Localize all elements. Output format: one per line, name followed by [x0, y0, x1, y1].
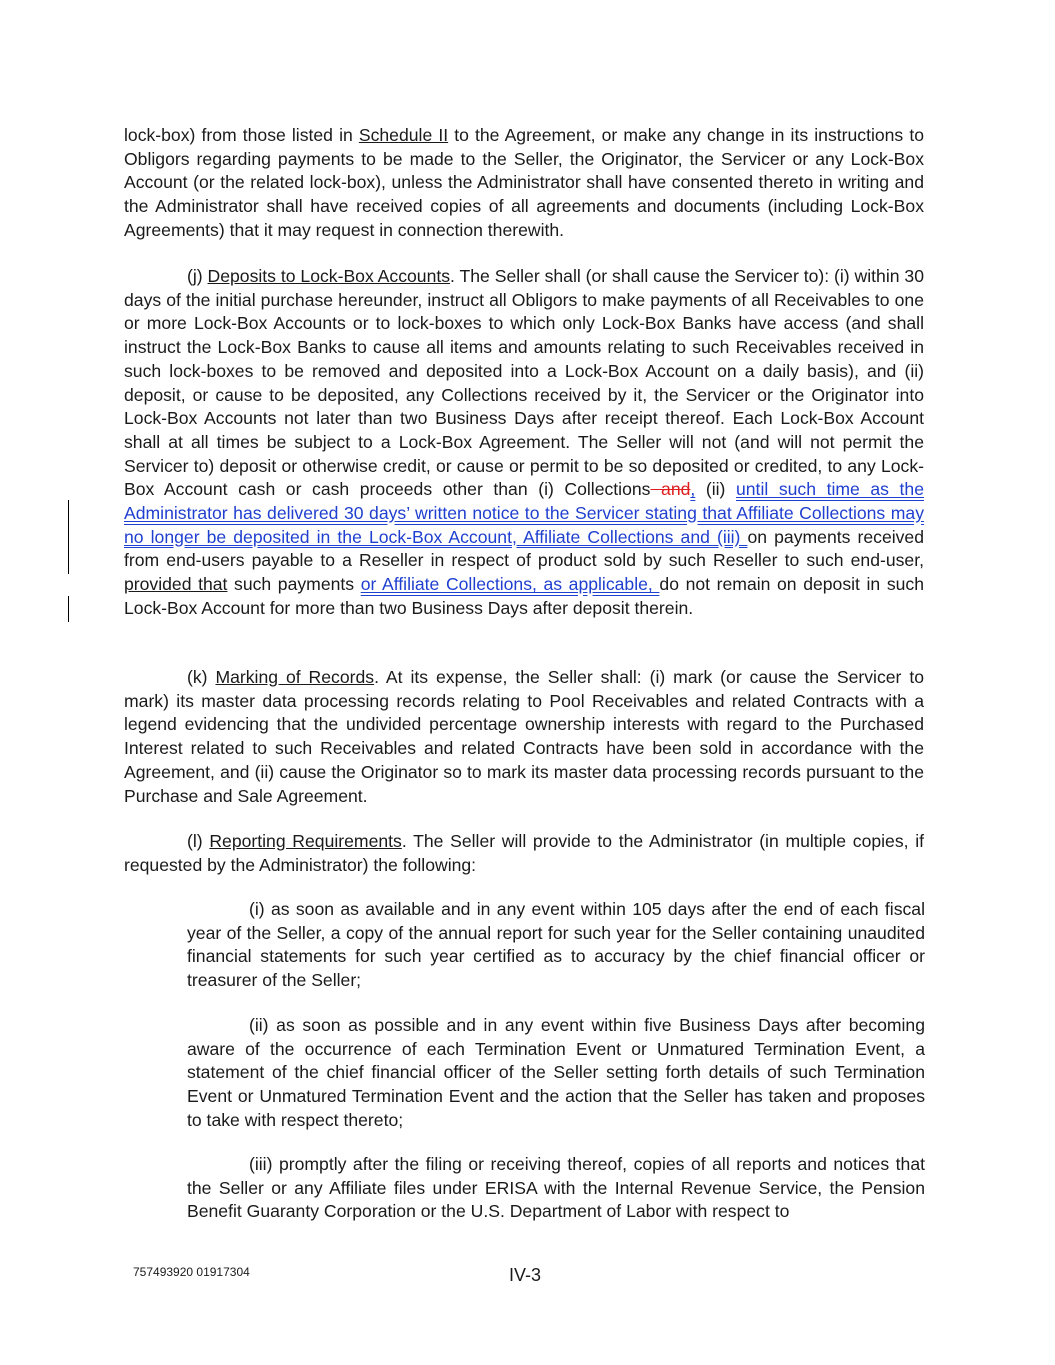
section-label: (j): [187, 266, 208, 286]
paragraph-text: lock-box) from those listed in: [124, 125, 359, 145]
paragraph-l-ii: [187, 1014, 925, 1133]
paragraph-j-deposits: [124, 265, 924, 621]
section-heading: Reporting Requirements: [209, 831, 402, 851]
paragraph-text: (ii): [695, 479, 736, 500]
section-label: (k): [187, 667, 216, 687]
inserted-text: until such time as the Administrator has delivered 30 days’ written notice to the Servicer stating that Affiliate Collections may no longer be deposited in the Lock-Box Account, Affiliate Collections and (iii): [124, 479, 924, 547]
paragraph-l-i: [187, 898, 925, 993]
paragraph-text: (i) as soon as available and in any event within 105 days after the end of each fiscal year of the Seller, a copy of the annual report for such year for the Seller containing unaudited financial statements for such year certified as to accuracy by the chief financial officer or treasurer of the Seller;: [187, 899, 925, 991]
section-label: (l): [187, 831, 210, 851]
paragraph-text: (iii) promptly after the filing or receiving thereof, copies of all reports and notices that the Seller or any Affiliate files under ERISA with the Internal Revenue Service, the Pension Benefit Guaranty Corporation or the U.S. Department of Labor with respect to: [187, 1154, 925, 1222]
footer-document-id: 757493920 01917304: [133, 1265, 250, 1279]
inserted-text: or Affiliate Collections, as applicable,: [360, 574, 660, 595]
paragraph-text: on payments received from end-users payable to a Reseller in respect of product sold by such Reseller to such end-user,: [124, 526, 924, 571]
paragraph-l-reporting: [124, 830, 924, 877]
paragraph-text: do not remain on deposit in such Lock-Box Account for more than two Business Days after deposit therein.: [124, 574, 924, 618]
paragraph-text: . At its expense, the Seller shall: (i) mark (or cause the Servicer to mark) its master data processing records relating to Pool Receivables and related Contracts with a legend evidencing that the undivided percentage ownership interests with regard to the Purchased Interest related to such Receivables and related Contracts have been sold in accordance with the Agreement, and (ii) cause the Originator so to mark its master data processing records pursuant to the Purchase and Sale Agreement.: [124, 667, 924, 806]
paragraph-text: (ii) as soon as possible and in any event within five Business Days after becoming aware of the occurrence of each Termination Event or Unmatured Termination Event, a statement of the chief financial officer of the Seller setting forth details of such Termination Event or Unmatured Termination Event and the action that the Seller has taken and proposes to take with respect thereto;: [187, 1015, 925, 1130]
paragraph-text: to the Agreement, or make any change in its instructions to Obligors regarding payments to be made to the Seller, the Originator, the Servicer or any Lock-Box Account (or the related lock-box), unless the Administrator shall have consented thereto in writing and the Administrator shall have received copies of all agreements and documents (including Lock-Box Agreements) that it may request in connection therewith.: [124, 125, 924, 240]
paragraph-text: such payments: [227, 574, 361, 595]
paragraph-text: . The Seller will provide to the Administrator (in multiple copies, if requested by the Administrator) the following:: [124, 831, 925, 875]
schedule-reference: Schedule II: [358, 125, 449, 145]
inserted-text: ,: [690, 479, 696, 500]
section-heading: Deposits to Lock-Box Accounts: [207, 266, 451, 286]
paragraph-lockbox-continuation: [124, 124, 924, 243]
paragraph-l-iii: [187, 1153, 925, 1224]
paragraph-k-marking: [124, 666, 924, 808]
proviso-text: provided that: [124, 574, 228, 595]
paragraph-text: . The Seller shall (or shall cause the Servicer to): (i) within 30 days of the initial purchase hereunder, instruct all Obligors to make payments of all Receivables to one or more Lock-Box Accounts or to lock-boxes to which only Lock-Box Banks have access (and shall instruct the Lock-Box Banks to cause all items and amounts relating to such Receivables received in such lock-boxes to be removed and deposited into a Lock-Box Account on a daily basis), and (ii) deposit, or cause to be deposited, any Collections received by it, the Servicer or the Originator into Lock-Box Accounts not later than two Business Days after receipt thereof. Each Lock-Box Account shall at all times be subject to a Lock-Box Agreement. The Seller will not (and will not permit the Servicer to) deposit or otherwise credit, or cause or permit to be so deposited or credited, to any Lock-Box Account cash or cash proceeds other than (i) Collections: [124, 266, 924, 500]
change-bar: [68, 596, 69, 622]
change-bar: [68, 500, 69, 574]
section-heading: Marking of Records: [215, 667, 375, 687]
footer-page-number: IV-3: [509, 1265, 542, 1285]
deleted-text: and: [650, 479, 691, 500]
